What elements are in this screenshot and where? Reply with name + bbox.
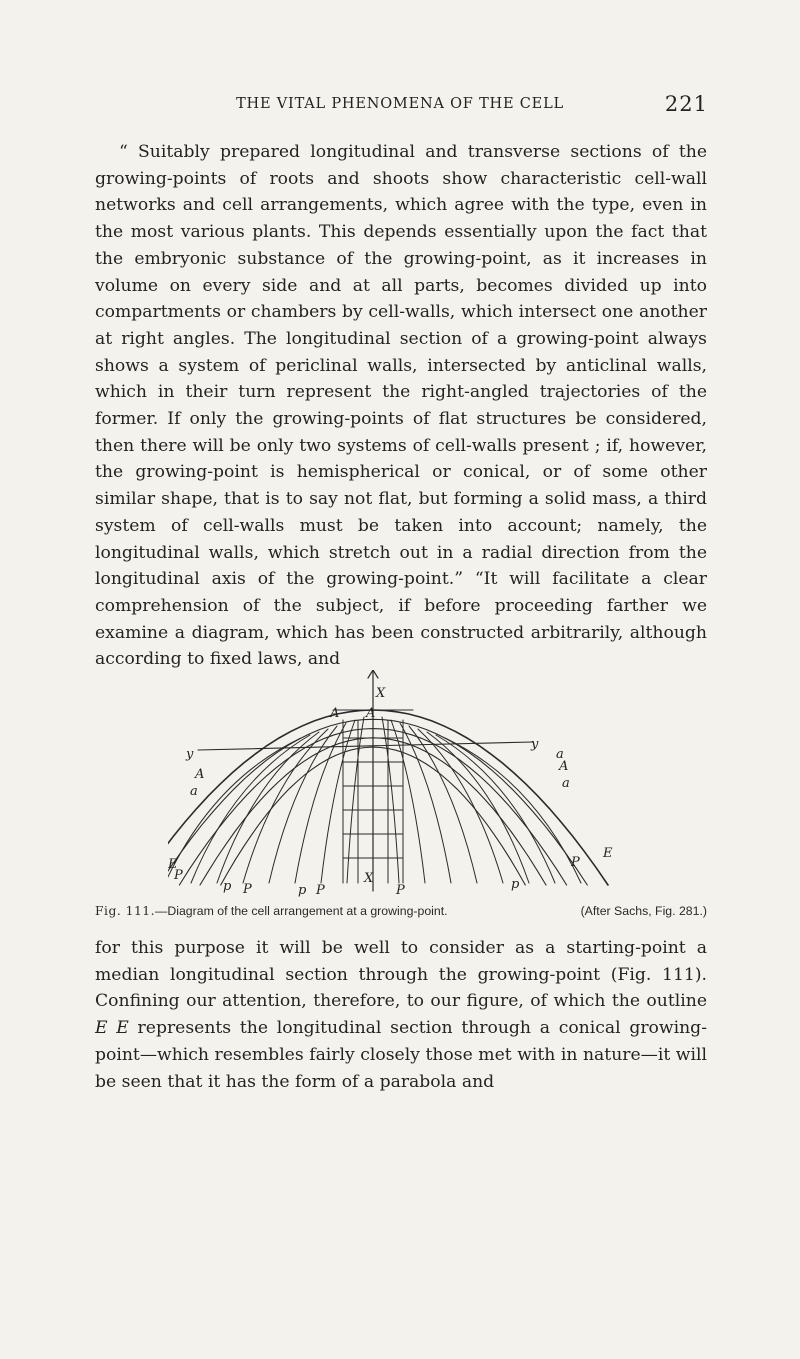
paragraph-quote: “ Suitably prepared longitudinal and transverse sections of the growing-points of roots and shoots show characteristic cell-wall networks and cell arrangements, which agree with the type, even in the most various plants. This depends essentially upon the fact that the embryonic substance of the growing-point, as it increases in volume on every side and at all parts, becomes divided up into compartments or chambers by cell-walls, which intersect one another at right angles. The longitudinal section of a growing-point always shows a system of periclinal walls, intersected by anticlinal walls, which in their turn represent the right-angled trajectories of the former. If only the growing-points of flat structures be considered, then there will be only two systems of cell-walls present ; if, however, the growing-point is hemispherical or conical, or of some other similar shape, that is to say not flat, but forming a solid mass, a third system of cell-walls must be taken into account; namely, the longitudinal walls, which stretch out in a radial direction from the longitudinal axis of the growing-point.” “It will facilitate a clear comprehension of the subject, if before proceeding farther we examine a diagram, which has been constructed arbitrarily, although according to fixed laws, and <box>95 142 707 670</box>
page-number: 221 <box>664 92 708 116</box>
label-a-top-right: A <box>366 706 376 721</box>
diagram-svg <box>168 670 640 910</box>
axis-arrow <box>373 670 378 678</box>
figure-growing-point-diagram <box>168 670 640 910</box>
anticlinal-wall <box>400 723 451 883</box>
label-y-left: y <box>186 747 194 762</box>
label-y-right: y <box>531 737 539 752</box>
label-a-top-left: A <box>330 706 340 721</box>
diagram-labels <box>168 686 613 898</box>
label-p-5: P <box>316 883 325 898</box>
label-a-lower-right: a <box>556 747 564 762</box>
label-p-1: P <box>174 868 183 883</box>
label-p-6: P <box>396 883 405 898</box>
paragraph-2-part-b: represents the longitudinal section through a conical growing-point—which resembles fairly closely those met with in nature—it will be seen that it has the form of a parabola and <box>95 1018 707 1092</box>
label-x-top: X <box>376 686 386 701</box>
label-p-4: p <box>298 883 307 898</box>
diagram-cell-walls <box>168 670 608 891</box>
paragraph-2-part-a: for this purpose it will be well to consider as a starting-point a median longitudinal section through the growing-point (Fig. 111). Confining our attention, therefore, to our figure, of which the outline <box>95 938 707 1012</box>
axis-arrow <box>368 670 373 678</box>
caption-source: (After Sachs, Fig. 281.) <box>580 904 707 918</box>
label-a-left: A <box>195 767 205 782</box>
label-p-7: p <box>511 877 520 892</box>
periclinal-wall <box>168 719 587 885</box>
label-a-lower-left: a <box>190 784 198 799</box>
caption-text: —Diagram of the cell arrangement at a growing-point. <box>155 904 448 918</box>
label-a-right: A <box>559 759 569 774</box>
caption-figure-number: Fig. 111. <box>95 904 156 918</box>
figure-caption <box>95 904 707 918</box>
paragraph-2-outline-ee: E E <box>95 1018 129 1039</box>
label-x-bottom: X <box>364 871 374 886</box>
label-p-3: P <box>243 882 252 897</box>
running-title: THE VITAL PHENOMENA OF THE CELL <box>236 96 564 112</box>
running-head <box>0 92 800 116</box>
label-a-lower-right-2: a <box>562 776 570 791</box>
paragraph-continuation <box>95 935 707 1095</box>
label-e-left: E <box>168 857 178 872</box>
label-p-2: p <box>223 879 232 894</box>
label-e-right: E <box>603 846 613 861</box>
anticlinal-wall <box>321 720 355 883</box>
label-p-8: P <box>571 855 580 870</box>
